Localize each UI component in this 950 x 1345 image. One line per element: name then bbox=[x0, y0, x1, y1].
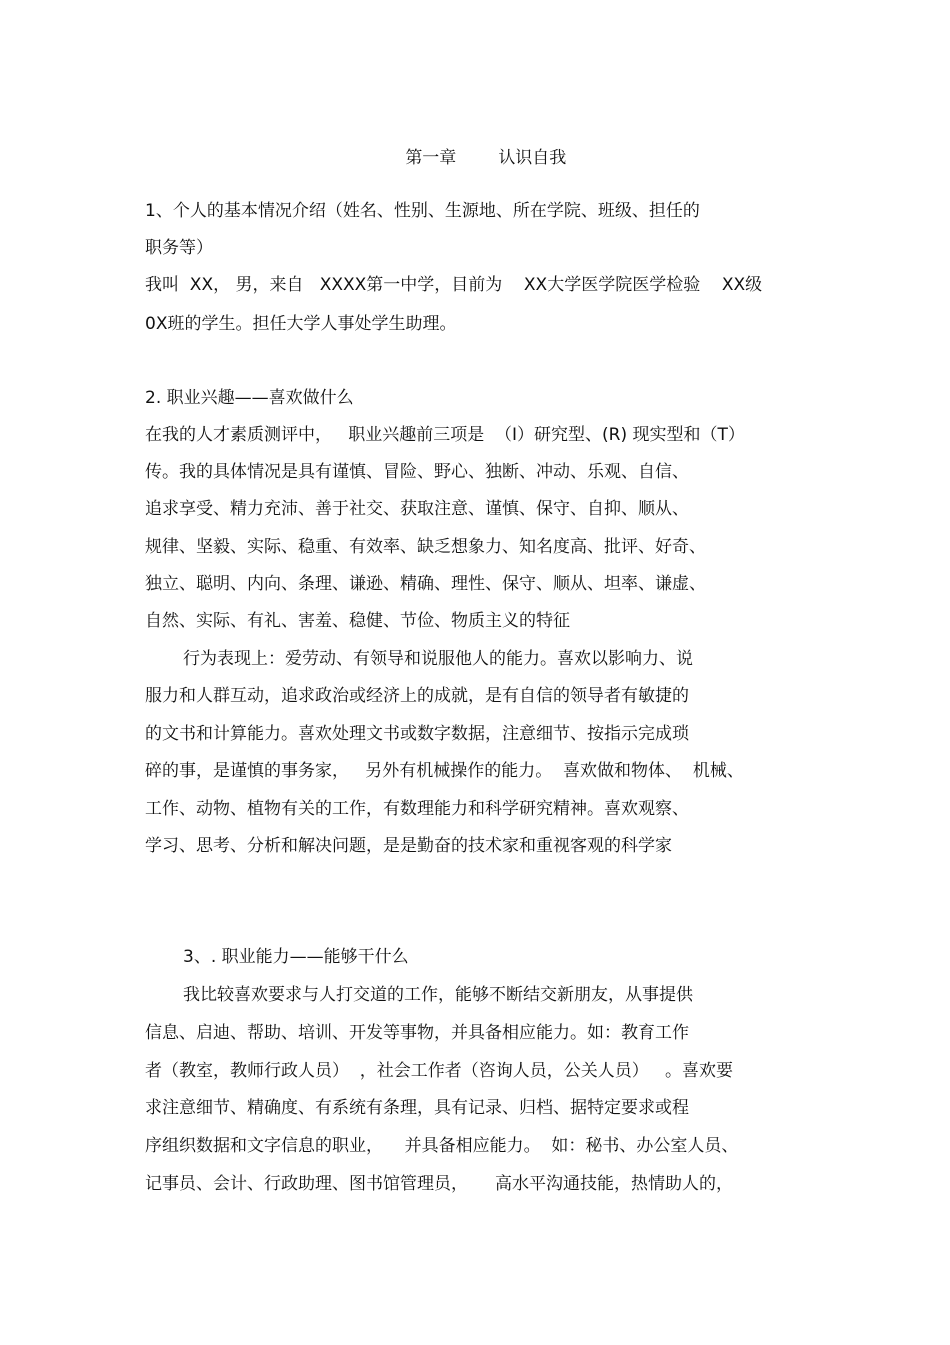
chapter-number: 第一章 bbox=[405, 148, 457, 168]
section3-line: 我比较喜欢要求与人打交道的工作，能够不断结交新朋友，从事提供 bbox=[183, 985, 693, 1005]
behavior-line: 碎的事，是谨慎的事务家， 另外有机械操作的能力。 喜欢做和物体、 机械、 bbox=[145, 761, 744, 781]
section2-line: 独立、聪明、内向、条理、谦逊、精确、理性、保守、顺从、坦率、谦虚、 bbox=[145, 574, 706, 594]
behavior-line: 行为表现上：爱劳动、有领导和说服他人的能力。喜欢以影响力、说 bbox=[183, 649, 693, 669]
section1-body-line: 0X班的学生。担任大学人事处学生助理。 bbox=[145, 314, 457, 334]
section3-heading: 3、. 职业能力——能够干什么 bbox=[183, 947, 409, 967]
section2-line: 在我的人才素质测评中， 职业兴趣前三项是 （I）研究型、(R) 现实型和（T） bbox=[145, 425, 745, 445]
section1-body-line: 我叫 XX， 男，来自 XXXX第一中学，目前为 XX大学医学院医学检验 XX级 bbox=[145, 275, 763, 295]
behavior-line: 学习、思考、分析和解决问题，是是勤奋的技术家和重视客观的科学家 bbox=[145, 836, 672, 856]
section1-heading: 1、个人的基本情况介绍（姓名、性别、生源地、所在学院、班级、担任的 bbox=[145, 201, 700, 221]
behavior-line: 工作、动物、植物有关的工作，有数理能力和科学研究精神。喜欢观察、 bbox=[145, 799, 689, 819]
section3-line: 者（教室，教师行政人员） ，社会工作者（咨询人员，公关人员） 。喜欢要 bbox=[145, 1061, 734, 1081]
section2-line: 传。我的具体情况是具有谨慎、冒险、野心、独断、冲动、乐观、自信、 bbox=[145, 462, 689, 482]
behavior-line: 服力和人群互动，追求政治或经济上的成就，是有自信的领导者有敏捷的 bbox=[145, 686, 689, 706]
behavior-line: 的文书和计算能力。喜欢处理文书或数字数据，注意细节、按指示完成琐 bbox=[145, 724, 689, 744]
section2-heading: 2. 职业兴趣——喜欢做什么 bbox=[145, 388, 354, 408]
section3-line: 记事员、会计、行政助理、图书馆管理员， 高水平沟通技能，热情助人的， bbox=[145, 1174, 734, 1194]
section1-heading-cont: 职务等） bbox=[145, 238, 213, 258]
chapter-name: 认识自我 bbox=[498, 148, 567, 168]
section3-line: 信息、启迪、帮助、培训、开发等事物，并具备相应能力。如：教育工作 bbox=[145, 1023, 689, 1043]
section3-line: 序组织数据和文字信息的职业， 并具备相应能力。 如：秘书、办公室人员、 bbox=[145, 1136, 739, 1156]
chapter-title bbox=[0, 125, 950, 191]
section2-line: 追求享受、精力充沛、善于社交、获取注意、谨慎、保守、自抑、顺从、 bbox=[145, 499, 689, 519]
section2-line: 自然、实际、有礼、害羞、稳健、节俭、物质主义的特征 bbox=[145, 611, 570, 631]
section2-line: 规律、坚毅、实际、稳重、有效率、缺乏想象力、知名度高、批评、好奇、 bbox=[145, 537, 706, 557]
section3-line: 求注意细节、精确度、有系统有条理，具有记录、归档、据特定要求或程 bbox=[145, 1098, 689, 1118]
